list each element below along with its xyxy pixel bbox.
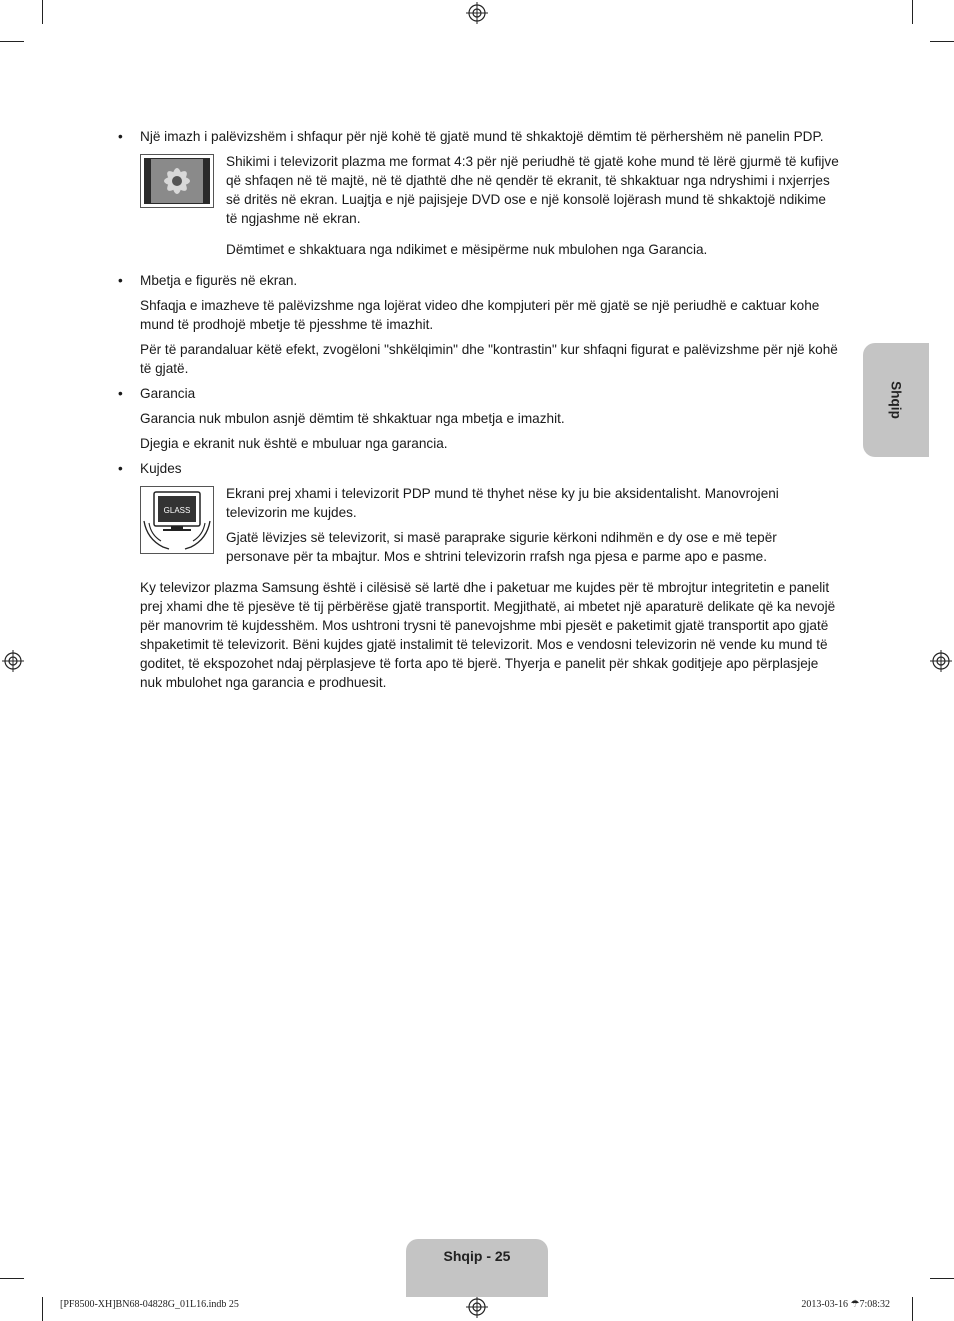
bullet-item bbox=[116, 459, 840, 478]
bullet-dot: • bbox=[118, 129, 123, 144]
paragraph: Për të parandaluar këtë efekt, zvogëloni "shkëlqimin" dhe "kontrastin" kur shfaqni figurat e palëvizshme për një kohë të gjatë. bbox=[140, 342, 838, 376]
bullet-dot: • bbox=[118, 461, 123, 476]
closing-paragraph: Ky televizor plazma Samsung është i cilësisë së lartë dhe i paketuar me kujdes për të mbrojtur integritetin e panelit prej xhami dhe të pjesëve të tij përbërëse gjatë transportit. Megjithatë, ai mbetet një aparaturë delikate që ka nevojë për manovrim të kujdesshëm. Mos ushtroni trysni të panevojshme mbi pjesët e paketimit gjatë transportit apo gjatë shpaketimit të televizorit. Bëni kujdes gjatë instalimit të televizorit. Mos e vendosni televizorin në vende ku mund të goditet, të ekspozohet ndaj përplasjeve të forta apo të bjerë. Thyerja e panelit për shkak goditjeje apo përplasjeje nuk mbulohet nga garancia e prodhuesit. bbox=[140, 580, 836, 690]
registration-mark-icon bbox=[466, 1296, 488, 1318]
bullet-text: Mbetja e figurës në ekran. bbox=[140, 273, 298, 288]
crop-mark bbox=[0, 41, 24, 42]
crop-mark bbox=[0, 1278, 24, 1279]
glass-label: GLASS bbox=[163, 506, 191, 515]
side-tab-label: Shqip bbox=[888, 381, 904, 419]
bullet-item bbox=[116, 271, 840, 290]
registration-mark-icon bbox=[930, 650, 952, 672]
crop-mark bbox=[912, 0, 913, 24]
print-footer-timestamp: 2013-03-16 ☂7:08:32 bbox=[801, 1299, 890, 1310]
page-content bbox=[116, 127, 840, 692]
print-footer-file: [PF8500-XH]BN68-04828G_01L16.indb 25 bbox=[60, 1299, 239, 1310]
paragraph: Shfaqja e imazheve të palëvizshme nga lojërat video dhe kompjuteri për më gjatë se një periudhë e caktuar kohe mund të prodhojë mbetje të pjesshme të imazhit. bbox=[140, 298, 820, 332]
bullet-text: Garancia bbox=[140, 386, 196, 401]
bullet-dot: • bbox=[118, 386, 123, 401]
language-side-tab bbox=[863, 343, 929, 457]
image-text-block bbox=[116, 152, 840, 259]
paragraph: Ekrani prej xhami i televizorit PDP mund të thyhet nëse ky ju bie aksidentalisht. Manovrojeni televizorin me kujdes. bbox=[226, 486, 779, 520]
bullet-item bbox=[116, 127, 840, 146]
page-number-tab bbox=[406, 1239, 548, 1297]
page-number: Shqip - 25 bbox=[443, 1248, 511, 1264]
paragraph: Gjatë lëvizjes së televizorit, si masë paraprake sigurie kërkoni ndihmën e dy ose e më tepër personave për ta mbajtur. Mos e shtrini televizorin rrafsh nga pjesa e parme apo e pasme. bbox=[226, 530, 777, 564]
crop-mark bbox=[930, 41, 954, 42]
flower-tv-image-icon bbox=[140, 154, 214, 208]
bullet-text: Kujdes bbox=[140, 461, 182, 476]
crop-mark bbox=[42, 0, 43, 24]
image-text-block bbox=[116, 484, 840, 566]
registration-mark-icon bbox=[466, 2, 488, 24]
bullet-text: Një imazh i palëvizshëm i shfaqur për një kohë të gjatë mund të shkaktojë dëmtim të përhershëm në panelin PDP. bbox=[140, 129, 824, 144]
crop-mark bbox=[42, 1297, 43, 1321]
paragraph: Dëmtimet e shkaktuara nga ndikimet e mësipërme nuk mbulohen nga Garancia. bbox=[226, 242, 708, 257]
bullet-item bbox=[116, 384, 840, 403]
paragraph: Djegia e ekranit nuk është e mbuluar nga garancia. bbox=[140, 436, 448, 451]
registration-mark-icon bbox=[2, 650, 24, 672]
bullet-dot: • bbox=[118, 273, 123, 288]
paragraph: Garancia nuk mbulon asnjë dëmtim të shkaktuar nga mbetja e imazhit. bbox=[140, 411, 565, 426]
glass-tv-hands-icon bbox=[140, 486, 214, 554]
crop-mark bbox=[912, 1297, 913, 1321]
paragraph: Shikimi i televizorit plazma me format 4:3 për një periudhë të gjatë kohe mund të lërë gjurmë të kufijve që shfaqen në të majtë, në të djathtë dhe në qendër të ekranit, të shkaktuar nga ndryshimi i nxjerrjes së dritës në ekran. Luajtja e një pajisjeje DVD ose e një konsolë lojërash mund të shkaktojë ndikime të ngjashme në ekran. bbox=[226, 154, 839, 226]
crop-mark bbox=[930, 1278, 954, 1279]
